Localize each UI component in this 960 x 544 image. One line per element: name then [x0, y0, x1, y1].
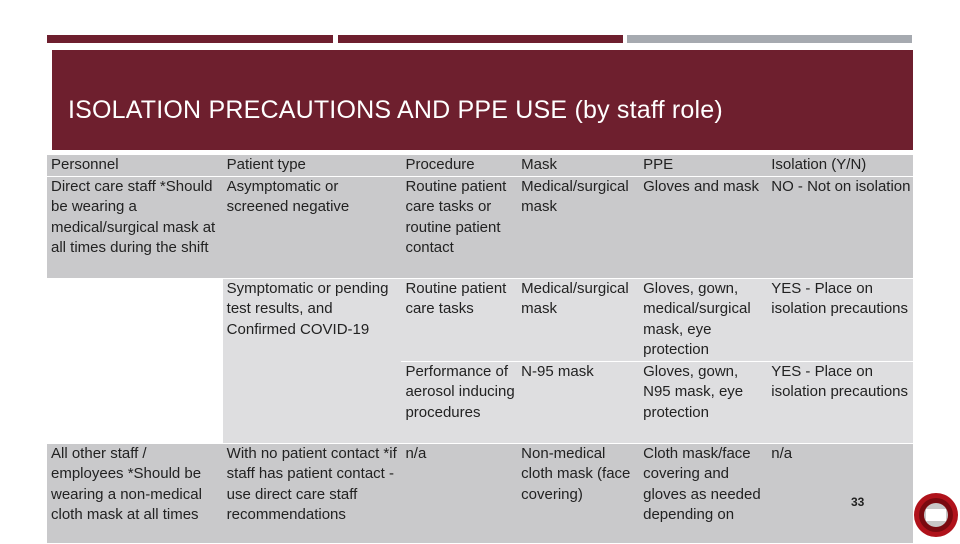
- table-row: [47, 176, 913, 278]
- cell-procedure: Routine patient care tasks: [401, 278, 517, 361]
- header-procedure: Procedure: [401, 155, 517, 176]
- ppe-table: [47, 155, 913, 544]
- header-ppe: PPE: [639, 155, 767, 176]
- cell-patient-type: Symptomatic or pending test results, and Confirmed COVID-19: [223, 278, 402, 443]
- cell-personnel: [47, 278, 223, 443]
- cell-mask: N-95 mask: [517, 361, 639, 443]
- cell-mask: Medical/surgical mask: [517, 278, 639, 361]
- page-number: 33: [851, 495, 865, 509]
- header-patient-type: Patient type: [223, 155, 402, 176]
- cell-mask: Medical/surgical mask: [517, 176, 639, 278]
- cell-ppe: Gloves and mask: [639, 176, 767, 278]
- cell-ppe: Gloves, gown, medical/surgical mask, eye protection: [639, 278, 767, 361]
- table-row: [47, 443, 913, 543]
- cell-personnel: All other staff / employees *Should be wearing a non-medical cloth mask at all times: [47, 443, 223, 543]
- header-personnel: Personnel: [47, 155, 223, 176]
- cell-procedure: Routine patient care tasks or routine patient contact: [401, 176, 517, 278]
- cell-ppe: Cloth mask/face covering and gloves as needed depending on: [639, 443, 767, 543]
- cell-ppe: Gloves, gown, N95 mask, eye protection: [639, 361, 767, 443]
- top-accent-bar-1: [47, 35, 333, 43]
- cell-isolation: YES - Place on isolation precautions: [767, 361, 913, 443]
- cell-procedure: n/a: [401, 443, 517, 543]
- top-accent-bar-3: [627, 35, 912, 43]
- cell-isolation: n/a: [767, 443, 913, 543]
- table-row: [47, 278, 913, 361]
- cell-personnel: Direct care staff *Should be wearing a medical/surgical mask at all times during the shift: [47, 176, 223, 278]
- header-isolation: Isolation (Y/N): [767, 155, 913, 176]
- logo-icon: [912, 491, 960, 540]
- cell-mask: Non-medical cloth mask (face covering): [517, 443, 639, 543]
- cell-isolation: NO - Not on isolation: [767, 176, 913, 278]
- cell-patient-type: With no patient contact *if staff has patient contact - use direct care staff recommendations: [223, 443, 402, 543]
- cell-patient-type: Asymptomatic or screened negative: [223, 176, 402, 278]
- slide-title: ISOLATION PRECAUTIONS AND PPE USE (by staff role): [68, 96, 723, 124]
- cell-isolation: YES - Place on isolation precautions: [767, 278, 913, 361]
- cell-procedure: Performance of aerosol inducing procedures: [401, 361, 517, 443]
- header-mask: Mask: [517, 155, 639, 176]
- table-header-row: [47, 155, 913, 176]
- top-accent-bar-2: [338, 35, 623, 43]
